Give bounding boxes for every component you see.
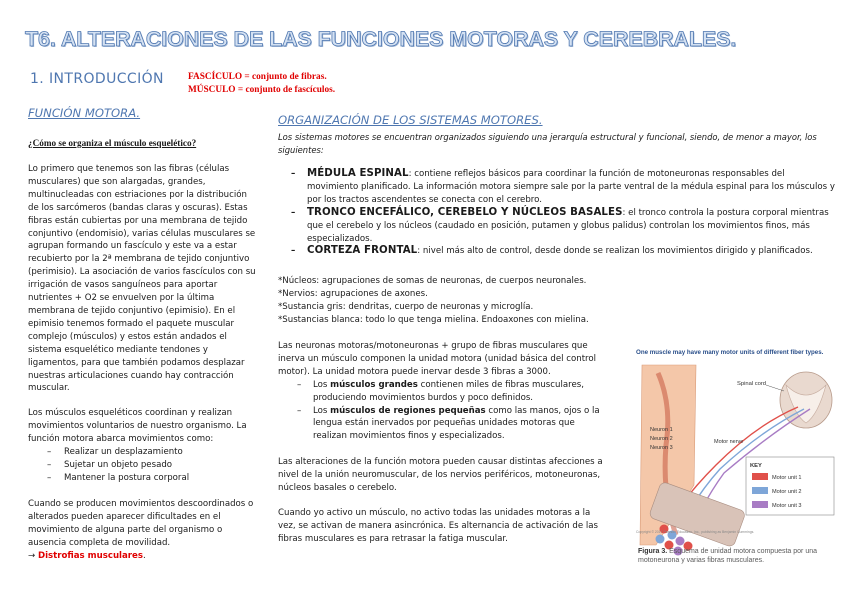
function-list: [28, 446, 260, 485]
system-name: CORTEZA FRONTAL: [307, 245, 418, 257]
system-name: MÉDULA ESPINAL: [307, 168, 409, 179]
key-unit3: Motor unit 3: [772, 503, 802, 509]
note-nucleos: *Núcleos: agrupaciones de somas de neuronas, de cuerpos neuronales.: [278, 276, 587, 286]
paragraph-fibras: Lo primero que tenemos son las fibras (células musculares) que son alargadas, grandes, multinucleadas con estriaciones por la distribución de los sarcómeros (bandas claras y oscuras). Estas fibras están cubiertas por una membrana de tejido conjuntivo (endomisio), varias células musculares se agrupan formando un fascículo y este va a estar recubierto por la 2ª membrana de tejido conjuntivo (perimisio). La asociación de varios fascículos con su irrigación de vasos sanguíneos para aportar nutrientes + O2 se envuelven por la última membrana de tejido conjuntivo (epimisio). En el epimisio tenemos formado el paquete muscular complejo (músculos) y estos están andados el sistema esquelético mediante tendones y ligamentos, para que también podamos desplazar nuestras articulaciones cuando hay contracción muscular.: [28, 164, 256, 394]
note-nervios: *Nervios: agrupaciones de axones.: [278, 288, 428, 299]
left-column-3: [28, 498, 260, 563]
fiber-end-3: [676, 537, 685, 546]
text: como las manos, ojos o la lengua están inervados por pequeñas unidades motoras que realizan movimientos finos y especializados.: [313, 405, 600, 442]
paragraph-descoordinados: Cuando se producen movimientos descoordinados o alterados pueden aparecer dificultades en el movimiento de alguna parte del organismo o ausencia completa de movilidad.: [28, 499, 254, 548]
spinal-cord-label: [737, 381, 766, 387]
motor-unit-paragraph: Las neuronas motoras/motoneuronas + grupo de fibras musculares que inerva un músculo componen la unidad motora (unidad básica del control motor). La unidad motora puede inervar desde 3 fibras a 3000.: [278, 341, 597, 377]
distrofias-line: [28, 550, 260, 563]
left-column-2: [28, 407, 260, 484]
arrow-icon: →: [28, 550, 36, 561]
key-unit1: Motor unit 1: [772, 475, 802, 481]
figure-copyright: Copyright © 2017 Pearson Education, Inc., publishing as Benjamin Cummings.: [636, 530, 755, 534]
motor-unit-block: [278, 340, 608, 443]
neuron2-label: Neuron 2: [650, 436, 673, 442]
bold-term: músculos de regiones pequeñas: [330, 405, 486, 416]
motor-nerve-label: Motor nerve: [714, 439, 744, 445]
distrofias-label: Distrofias musculares: [37, 550, 143, 561]
document-title: T6. ALTERACIONES DE LAS FUNCIONES MOTORAS Y CEREBRALES.: [25, 27, 737, 51]
key-unit2: Motor unit 2: [772, 489, 802, 495]
paragraph-musculos: Los músculos esqueléticos coordinan y realizan movimientos voluntarios de nuestro organismo. La función motora abarca movimientos como:: [28, 408, 247, 444]
systems-list: [290, 168, 838, 258]
definition-musculo: MÚSCULO = conjunto de fascículos.: [188, 85, 336, 95]
motor-list: [278, 379, 608, 444]
figure-top-caption: One muscle may have many motor units of different fiber types.: [636, 349, 824, 356]
distrofias-dot: .: [142, 550, 146, 561]
definition-fasciculo: FASCÍCULO = conjunto de fibras.: [188, 72, 327, 82]
fiber-end-4: [656, 535, 665, 544]
activation-paragraph: Cuando yo activo un músculo, no activo todas las unidades motoras a la vez, se activan de manera asincrónica. Es alternancia de activación de las fibras musculares es para retrasar la fatiga muscular.: [278, 508, 599, 544]
motor-list-item: [278, 379, 608, 405]
section-title: 1. INTRODUCCIÓN: [30, 71, 164, 87]
system-text: : nivel más alto de control, desde donde se realizan los movimientos dirigido y planificados.: [417, 246, 813, 257]
system-name: TRONCO ENCEFÁLICO, CEREBELO Y NÚCLEOS BASALES: [307, 206, 623, 218]
text: Los: [313, 405, 331, 416]
text: Los: [313, 379, 331, 390]
figure-caption-text: Esquema de unidad motora compuesta por una motoneurona y varias fibras musculares.: [638, 548, 818, 564]
note-sustancia-gris: *Sustancia gris: dendritas, cuerpo de neuronas y microglía.: [278, 301, 534, 312]
list-item: – Realizar un desplazamiento: [28, 446, 260, 459]
system-text: : el tronco controla la postura corporal mientras que el cerebelo y los núcleos (caudado en posición, putamen y globus palidus) controlan los movimientos finos, más especializados.: [307, 207, 829, 244]
definitions: [188, 71, 335, 97]
key-swatch-2: [752, 487, 768, 494]
question-heading: ¿Cómo se organiza el músculo esquelético?: [28, 138, 197, 148]
spinal-pointer: [766, 385, 784, 391]
neuron1-label: Neuron 1: [650, 427, 673, 433]
figure-caption-label: Figura 3.: [638, 548, 668, 555]
notes: [278, 275, 618, 327]
figure-caption: [638, 547, 838, 565]
organizacion-heading: ORGANIZACIÓN DE LOS SISTEMAS MOTORES.: [278, 113, 543, 127]
system-tronco: [290, 207, 838, 246]
neuron3-label: Neuron 3: [650, 445, 673, 451]
system-corteza: [290, 245, 838, 258]
note-sustancia-blanca: *Sustancias blanca: todo lo que tenga mielina. Endoaxones con mielina.: [278, 314, 589, 325]
intro-paragraph: Los sistemas motores se encuentran organizados siguiendo una jerarquía estructural y funcional, siendo, de menor a mayor, los siguientes:: [278, 132, 817, 155]
left-column: [28, 163, 260, 395]
bold-term: músculos grandes: [330, 379, 418, 390]
key-swatch-1: [752, 473, 768, 480]
funcion-motora-heading: FUNCIÓN MOTORA.: [28, 106, 141, 120]
motor-list-item: [278, 405, 608, 444]
list-item: – Mantener la postura corporal: [28, 472, 260, 485]
key-label: KEY: [750, 463, 762, 469]
system-medula: [290, 168, 838, 207]
text: contienen miles de fibras musculares, produciendo movimientos burdos y poco definidos.: [313, 379, 584, 403]
motor-unit-figure: [636, 345, 838, 577]
system-text: : contiene reflejos básicos para coordinar la función de motoneuronas responsables del movimiento planificado. La información motora siempre sale por la parte ventral de la médula espinal para los músculos y por los tractos ascendentes se conecta con el cerebro.: [307, 169, 835, 205]
key-swatch-3: [752, 501, 768, 508]
fiber-bundle: [648, 481, 746, 555]
list-item: – Sujetar un objeto pesado: [28, 459, 260, 472]
spinal-label-text: Spinal cord: [737, 381, 767, 387]
alteraciones-paragraph: Las alteraciones de la función motora pueden causar distintas afecciones a nivel de la unión neuromuscular, de los nervios periféricos, motoneuronas, núcleos basales o cerebelo.: [278, 457, 603, 493]
